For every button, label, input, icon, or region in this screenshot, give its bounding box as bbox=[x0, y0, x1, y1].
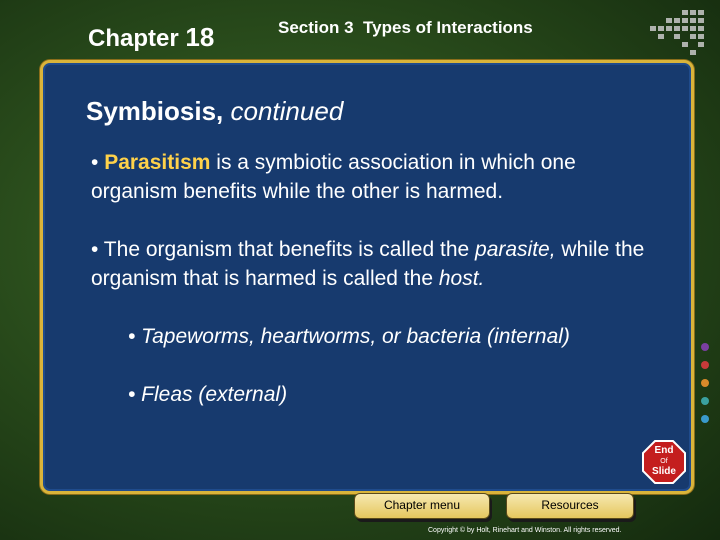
stop-sign-line1: End bbox=[654, 445, 674, 456]
sub-bullet-external: • Fleas (external) bbox=[128, 383, 288, 406]
decorative-color-dots-icon bbox=[698, 342, 712, 428]
paragraph-text-b: while the organism that is harmed is called the bbox=[91, 238, 645, 290]
chapter-label: Chapter bbox=[88, 25, 179, 52]
paragraph-text-a: • The organism that benefits is called the bbox=[91, 238, 470, 261]
chapter-number: 18 bbox=[185, 22, 215, 52]
term-host: host. bbox=[438, 267, 485, 290]
resources-button[interactable]: Resources bbox=[506, 493, 634, 519]
stop-sign-line3: Slide bbox=[652, 466, 676, 477]
slide-title-continued: continued bbox=[230, 96, 344, 126]
decorative-dot-grid-icon bbox=[616, 8, 708, 68]
section-heading bbox=[278, 18, 533, 38]
sub-bullet-internal: • Tapeworms, heartworms, or bacteria (internal) bbox=[128, 325, 570, 348]
slide-title bbox=[86, 96, 343, 127]
keyword-parasitism: Parasitism bbox=[104, 151, 211, 174]
stop-sign-line2: Of bbox=[660, 458, 668, 465]
slide-title-main: Symbiosis, bbox=[86, 96, 224, 126]
section-label: Section 3 bbox=[278, 18, 354, 37]
term-parasite: parasite, bbox=[475, 238, 556, 261]
end-of-slide-stop-sign-icon[interactable] bbox=[642, 440, 686, 484]
paragraph-parasitism bbox=[91, 148, 651, 206]
section-title: Types of Interactions bbox=[363, 18, 533, 37]
chapter-heading bbox=[88, 22, 214, 53]
chapter-menu-button[interactable]: Chapter menu bbox=[354, 493, 490, 519]
paragraph-parasite-host bbox=[91, 235, 651, 293]
paragraph-text: is a symbiotic association in which one organism benefits while the other is harmed. bbox=[91, 151, 576, 203]
copyright-notice: Copyright © by Holt, Rinehart and Winston. All rights reserved. bbox=[428, 527, 622, 534]
bullet: • bbox=[91, 151, 99, 174]
